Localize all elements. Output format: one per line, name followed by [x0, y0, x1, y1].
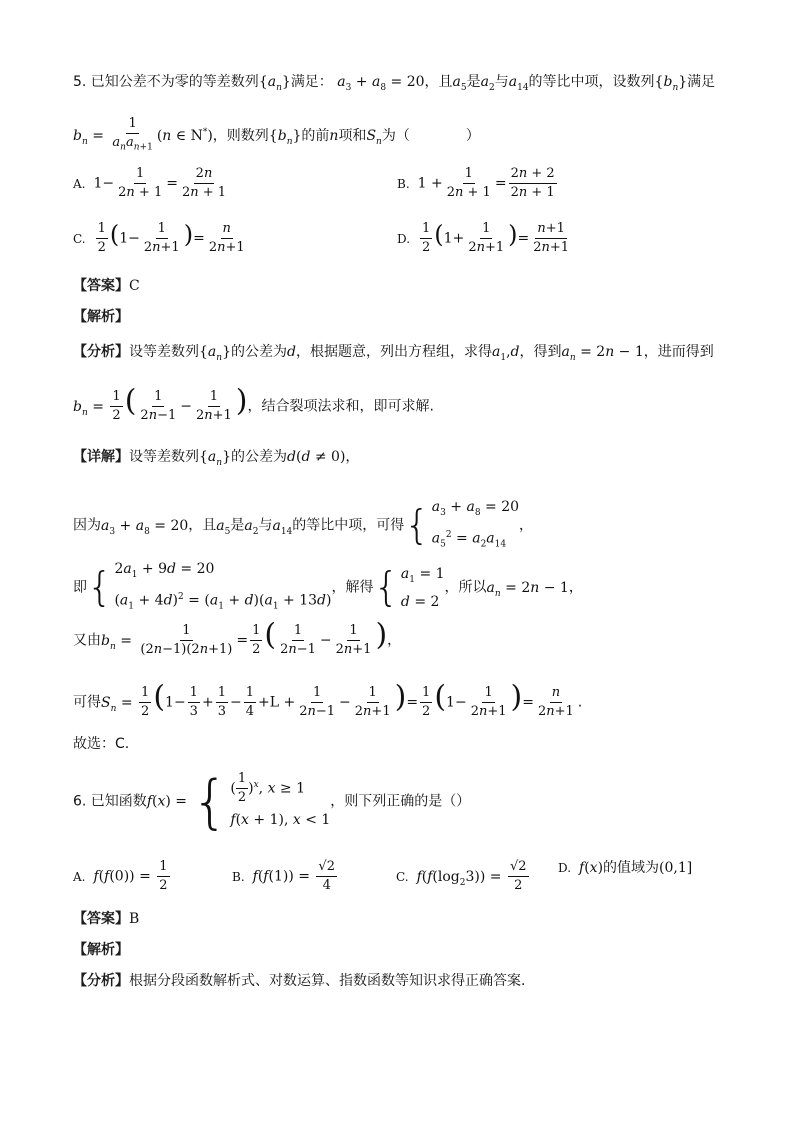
q6-option-c: C. $f(f(\log_23))$ = $\frac{√2}{2}$	[396, 859, 527, 893]
q6-stem: 6. 已知函数f(x) = { ( $\frac{1}{2}$ )$^x$, x ≥ 1 f(x + 1), x < 1 ，则下列正确的是（）	[73, 767, 471, 836]
q5-fenxi-line1: 【分析】设等差数列$\{a_n\}$的公差为d，根据题意，列出方程组，求得$a_1,d$，得到$a_n = 2n - 1$，进而得到	[73, 344, 714, 363]
q6-option-d: D. f(x)的值域为(0,1]	[558, 860, 693, 876]
q5-xiangjie-line3: 即{ $2a_1 + 9d = 20$ $(a_1 + 4d)^2 = (a_1 + d)(a_1 + 13d)$ ，解得{ $a_1 = 1$ d = 2 ，所以$a_n = 2n - 1$，	[73, 558, 583, 617]
q5-xiangjie-line4: 又由$b_n$ = $\frac{1}{(2n-1)(2n+1)}$ = $\frac{1}{2}$ ( $\frac{1}{2n-1}$ − $\frac{1}{2n+1}$ )，	[73, 617, 402, 657]
q6-analysis-heading: 【解析】	[73, 942, 129, 958]
q6-option-a: A. f(f(0)) = $\frac{1}{2}$	[73, 859, 168, 893]
q5-option-b: B. 1 + $\frac{1}{2n + 1}$ = $\frac{2n + 2}{2n + 1}$	[397, 166, 555, 200]
q5-stem-line1: 5. 已知公差不为零的等差数列$\{a_n\}$满足： $a_3 + a_8 = 20$，且$a_5$是$a_2$与$a_{14}$的等比中项，设数列$\{b_n\}$满足	[73, 74, 716, 93]
q5-option-c: C. $\frac{1}{2}$ (1− $\frac{1}{2n+1}$ )= $\frac{n}{2n+1}$	[73, 220, 245, 255]
q5-stem-line2: $b_n$ = $\frac{1}{a_na_{n+1}}$ (n ∈ N*)，则数列$\{b_n\}$的前n项和$S_n$为（ ）	[73, 115, 480, 157]
q6-answer: 【答案】B	[73, 911, 140, 927]
q6-option-b: B. f(f(1)) = $\frac{√2}{4}$	[232, 859, 335, 893]
q5-bn-fraction: $\frac{1}{a_na_{n+1}}$	[112, 116, 153, 153]
q5-answer: 【答案】C	[73, 278, 140, 294]
q5-option-d: D. $\frac{1}{2}$ (1+ $\frac{1}{2n+1}$ )= $\frac{n+1}{2n+1}$	[397, 220, 570, 255]
q5-fenxi-line2: $b_n$ = $\frac{1}{2}$ ( $\frac{1}{2n-1}$ − $\frac{1}{2n+1}$ )，结合裂项法求和，即可求解.	[73, 383, 434, 423]
q5-xiangjie-line1: 【详解】设等差数列$\{a_n\}$的公差为d(d ≠ 0)，	[73, 449, 360, 468]
q5-option-a: A. 1− $\frac{1}{2n + 1}$ = $\frac{2n}{2n + 1}$	[73, 166, 227, 200]
q5-system-1: $a_3 + a_8 = 20$ $a_5^2 = a_2a_{14}$	[431, 499, 520, 550]
q5-analysis-heading: 【解析】	[73, 309, 129, 325]
q5-system-3: $a_1 = 1$ d = 2	[400, 565, 445, 610]
q5-xiangjie-line5: 可得$S_n$ = $\frac{1}{2}$ (1− $\frac{1}{3}$ + $\frac{1}{3}$ − $\frac{1}{4}$ +L + $\frac{1}{2n-1}$ − $\frac{1}{2n+1}$ )= $\frac{1}{2}$ (1− $\frac{1}{2n+1}$ )= $\frac{n}{2n+1}$ .	[73, 679, 583, 719]
q6-fenxi: 【分析】根据分段函数解析式、对数运算、指数函数等知识求得正确答案.	[73, 973, 526, 989]
q5-xiangjie-line2: 因为$a_3 + a_8 = 20$，且$a_5$是$a_2$与$a_{14}$的等比中项，可得{ $a_3 + a_8 = 20$ $a_5^2 = a_2a_{14}$ ，	[73, 496, 533, 555]
q5-conclusion: 故选：C.	[73, 736, 130, 752]
q6-piecewise: ( $\frac{1}{2}$ )$^x$, x ≥ 1 f(x + 1), x < 1	[230, 771, 331, 828]
q5-system-2: $2a_1 + 9d = 20$ $(a_1 + 4d)^2 = (a_1 + d)(a_1 + 13d)$	[114, 561, 332, 612]
